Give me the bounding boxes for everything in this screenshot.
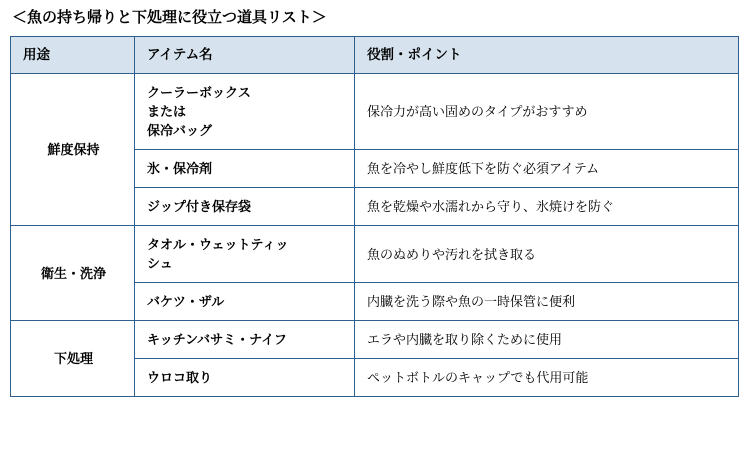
column-header-item: アイテム名: [135, 37, 355, 74]
item-name-line: バケツ・ザル: [147, 294, 225, 309]
table-row: [11, 321, 739, 359]
cell-item-name: [135, 150, 355, 188]
cell-role-point: 内臓を洗う際や魚の一時保管に便利: [355, 283, 739, 321]
cell-item-name: [135, 283, 355, 321]
cell-role-point: ペットボトルのキャップでも代用可能: [355, 359, 739, 397]
cell-role-point: 保冷力が高い固めのタイプがおすすめ: [355, 74, 739, 150]
item-name-line: ジップ付き保存袋: [147, 199, 252, 214]
cell-use-category: 鮮度保持: [11, 74, 135, 226]
item-name-line: タオル・ウェットティッ: [147, 237, 289, 252]
cell-role-point: 魚を乾燥や水濡れから守り、氷焼けを防ぐ: [355, 188, 739, 226]
cell-role-point: 魚のぬめりや汚れを拭き取る: [355, 226, 739, 283]
cell-use-category: 衛生・洗浄: [11, 226, 135, 321]
cell-item-name: [135, 188, 355, 226]
item-name-line: クーラーボックス: [147, 85, 251, 100]
column-header-use: 用途: [11, 37, 135, 74]
column-header-role: 役割・ポイント: [355, 37, 739, 74]
item-name-line: 氷・保冷剤: [147, 161, 213, 176]
item-name-line: シュ: [147, 256, 173, 271]
page-title: ＜魚の持ち帰りと下処理に役立つ道具リスト＞: [12, 9, 327, 26]
cell-item-name: [135, 74, 355, 150]
cell-item-name: [135, 226, 355, 283]
table-header: [11, 37, 739, 74]
item-name-line: キッチンバサミ・ナイフ: [147, 332, 287, 347]
cell-item-name: [135, 359, 355, 397]
table-header-row: [11, 37, 739, 74]
table-row: [11, 74, 739, 150]
item-name-line: 保冷バッグ: [147, 123, 213, 138]
cell-item-name: [135, 321, 355, 359]
table-row: [11, 226, 739, 283]
cell-role-point: エラや内臓を取り除くために使用: [355, 321, 739, 359]
item-name-line: ウロコ取り: [147, 370, 213, 385]
cell-role-point: 魚を冷やし鮮度低下を防ぐ必須アイテム: [355, 150, 739, 188]
tool-list-table: [10, 36, 739, 397]
item-name-line: または: [147, 104, 187, 119]
cell-use-category: 下処理: [11, 321, 135, 397]
table-body: [11, 74, 739, 397]
